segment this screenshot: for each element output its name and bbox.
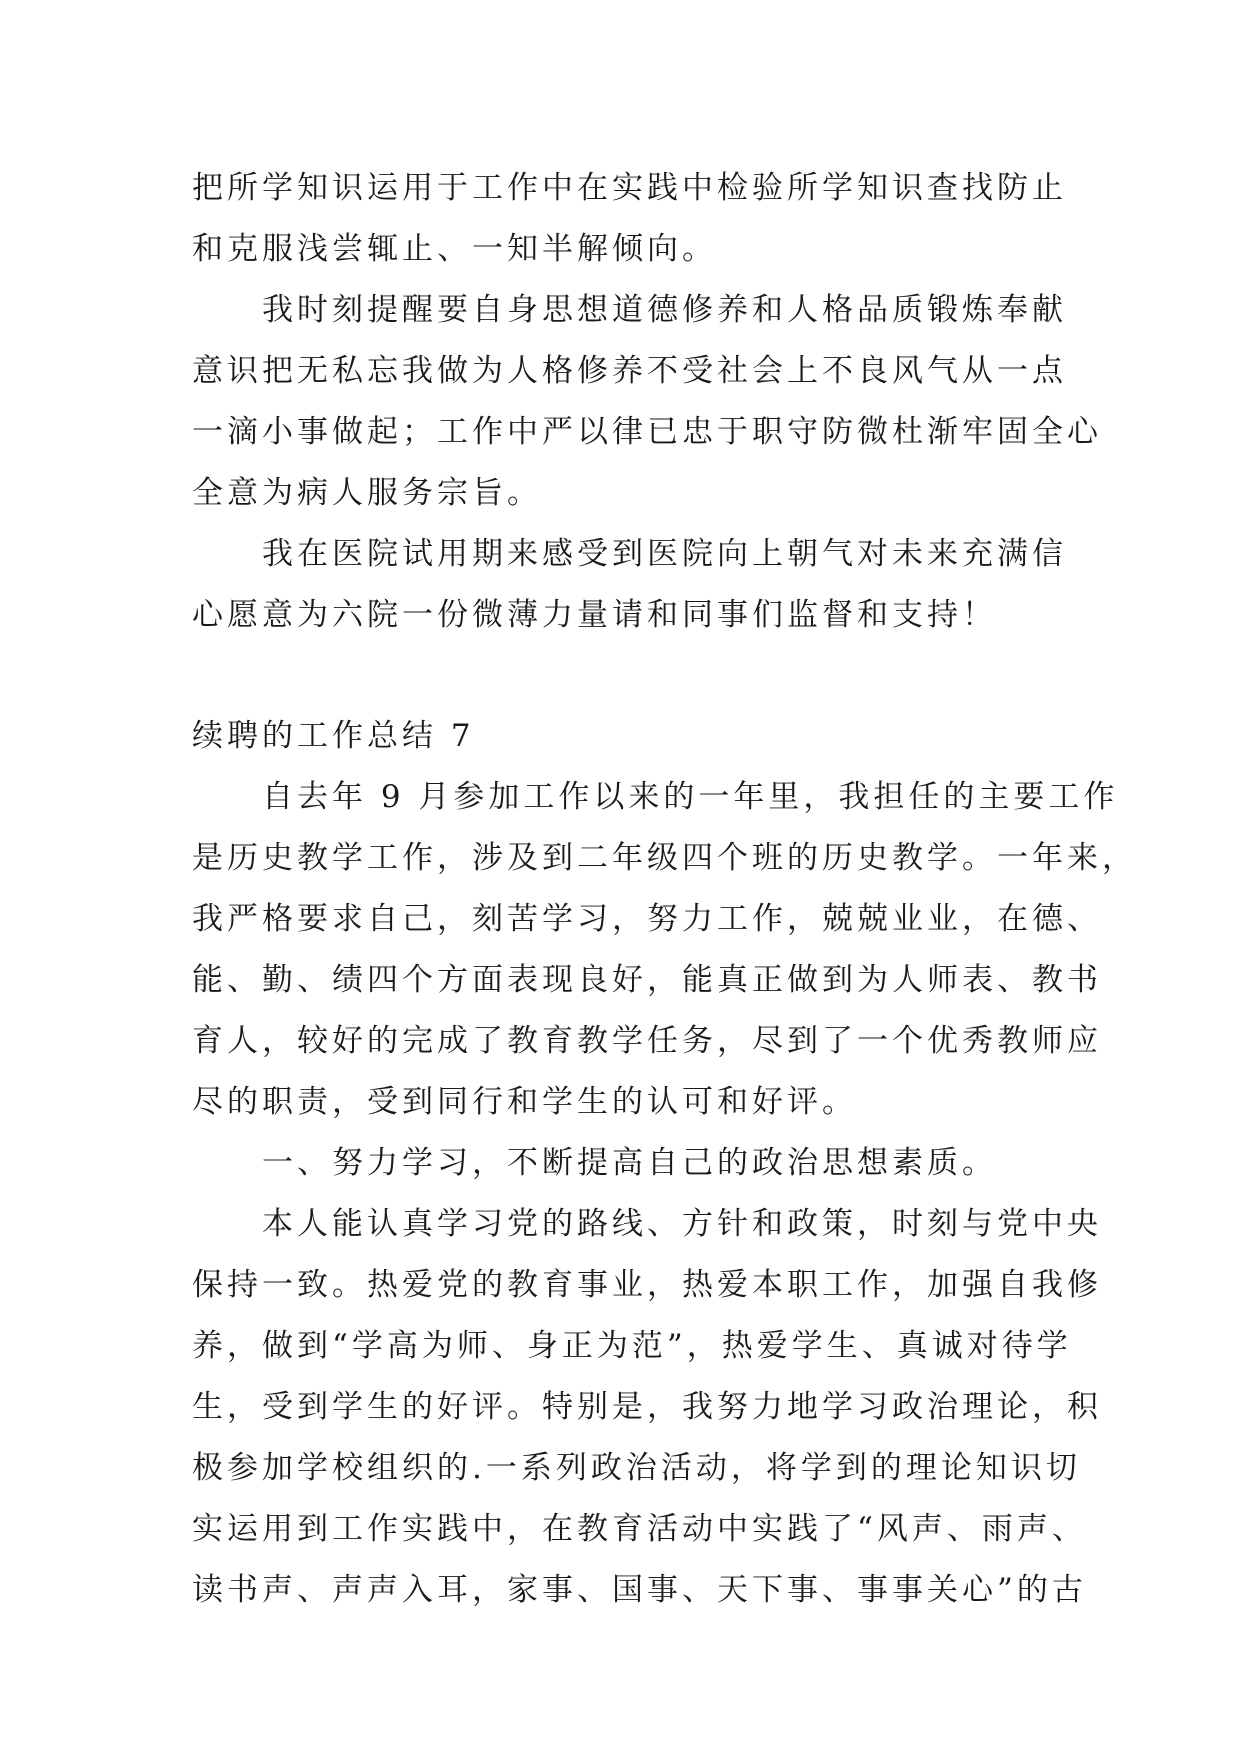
text-line: 心愿意为六院一份微薄力量请和同事们监督和支持！ xyxy=(192,597,997,633)
text-line: 是历史教学工作，涉及到二年级四个班的历史教学。一年来， xyxy=(192,840,1137,876)
text-line: 实运用到工作实践中，在教育活动中实践了“风声、雨声、 xyxy=(192,1511,1087,1547)
subsection-heading: 一、努力学习，不断提高自己的政治思想素质。 xyxy=(262,1145,997,1181)
text-line: 把所学知识运用于工作中在实践中检验所学知识查找防止 xyxy=(192,170,1067,206)
text-line: 本人能认真学习党的路线、方针和政策，时刻与党中央 xyxy=(262,1206,1102,1242)
section-gap xyxy=(192,646,1072,706)
text-line: 和克服浅尝辄止、一知半解倾向。 xyxy=(192,231,717,267)
section-title: 续聘的工作总结 7 xyxy=(192,718,475,754)
text-line: 尽的职责，受到同行和学生的认可和好评。 xyxy=(192,1084,857,1120)
text-line: 我在医院试用期来感受到医院向上朝气对未来充满信 xyxy=(262,536,1067,572)
text-line: 能、勤、绩四个方面表现良好，能真正做到为人师表、教书 xyxy=(192,962,1102,998)
text-line: 极参加学校组织的.一系列政治活动，将学到的理论知识切 xyxy=(192,1450,1081,1486)
text-line: 读书声、声声入耳，家事、国事、天下事、事事关心”的古 xyxy=(192,1572,1087,1608)
text-line: 我严格要求自己，刻苦学习，努力工作，兢兢业业，在德、 xyxy=(192,901,1102,937)
text-line: 养，做到“学高为师、身正为范”，热爱学生、真诚对待学 xyxy=(192,1328,1072,1364)
text-line: 生，受到学生的好评。特别是，我努力地学习政治理论，积 xyxy=(192,1389,1102,1425)
document-body xyxy=(192,158,1137,1621)
text-line: 全意为病人服务宗旨。 xyxy=(192,475,542,511)
text-line: 保持一致。热爱党的教育事业，热爱本职工作，加强自我修 xyxy=(192,1267,1102,1303)
text-line: 一滴小事做起；工作中严以律已忠于职守防微杜渐牢固全心 xyxy=(192,414,1102,450)
text-line: 意识把无私忘我做为人格修养不受社会上不良风气从一点 xyxy=(192,353,1067,389)
text-line: 育人，较好的完成了教育教学任务，尽到了一个优秀教师应 xyxy=(192,1023,1102,1059)
text-line: 我时刻提醒要自身思想道德修养和人格品质锻炼奉献 xyxy=(262,292,1067,328)
text-line: 自去年 9 月参加工作以来的一年里，我担任的主要工作 xyxy=(262,779,1119,815)
